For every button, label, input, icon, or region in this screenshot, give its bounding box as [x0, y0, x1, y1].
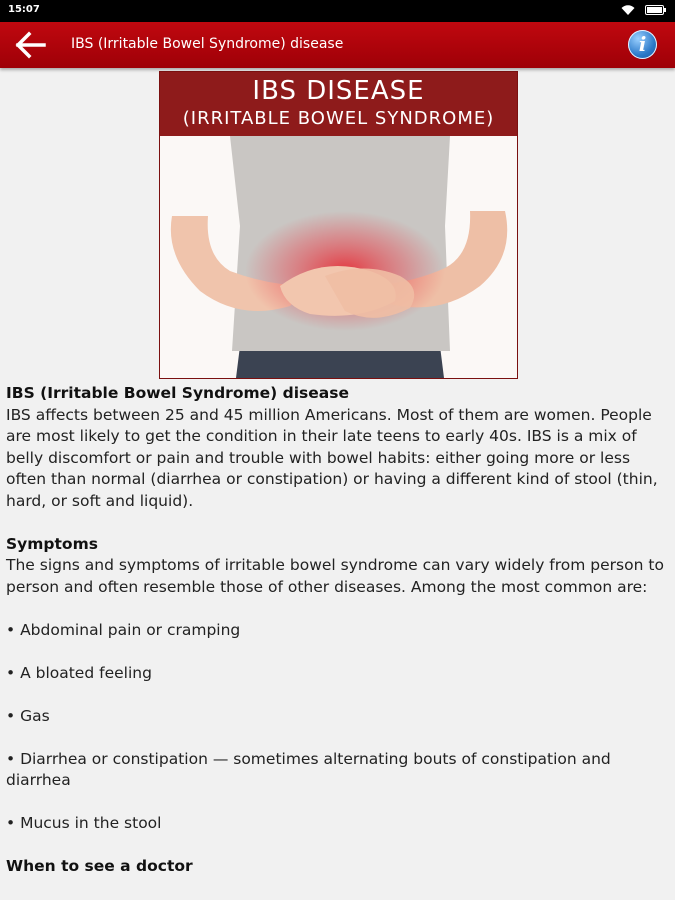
symptoms-heading: Symptoms	[6, 534, 98, 553]
status-bar	[0, 0, 675, 22]
arrow-left-icon	[14, 31, 48, 59]
article-intro: IBS affects between 25 and 45 million Americans. Most of them are women. People are most likely to get the condition in their late teens to early 40s. IBS is a mix of belly discomfort or pain and trouble with bowel habits: either going more or less often than normal (diarrhea or constipation) or having a different kind of stool (thin, hard, or soft and liquid).	[6, 405, 658, 510]
article-title: IBS (Irritable Bowel Syndrome) disease	[6, 384, 349, 402]
symptom-item: • Diarrhea or constipation — sometimes alternating bouts of constipation and diarrhea	[6, 749, 611, 789]
hero-image	[159, 71, 518, 379]
doctor-heading: When to see a doctor	[6, 857, 193, 875]
symptom-item: • A bloated feeling	[6, 663, 152, 682]
app-bar	[0, 22, 675, 68]
symptom-item: • Mucus in the stool	[6, 814, 162, 832]
wifi-icon	[621, 4, 635, 16]
status-time: 15:07	[8, 4, 40, 15]
info-button[interactable]	[628, 30, 657, 59]
abdominal-pain-illustration	[160, 136, 517, 378]
symptom-item: • Abdominal pain or cramping	[6, 620, 241, 639]
symptoms-intro: The signs and symptoms of irritable bowel syndrome can vary widely from person to person and often resemble those of other diseases. Among the most common are:	[6, 556, 664, 596]
info-icon: i	[638, 32, 647, 56]
hero-banner-subtitle: (IRRITABLE BOWEL SYNDROME)	[182, 108, 495, 129]
status-icons	[621, 4, 667, 16]
battery-icon	[645, 4, 667, 16]
app-bar-title: IBS (Irritable Bowel Syndrome) disease	[71, 36, 344, 52]
hero-banner-title: IBS DISEASE	[252, 76, 425, 106]
back-button[interactable]	[14, 31, 48, 59]
article-body	[6, 383, 668, 878]
symptom-item: • Gas	[6, 706, 50, 725]
hero-banner	[160, 72, 517, 136]
